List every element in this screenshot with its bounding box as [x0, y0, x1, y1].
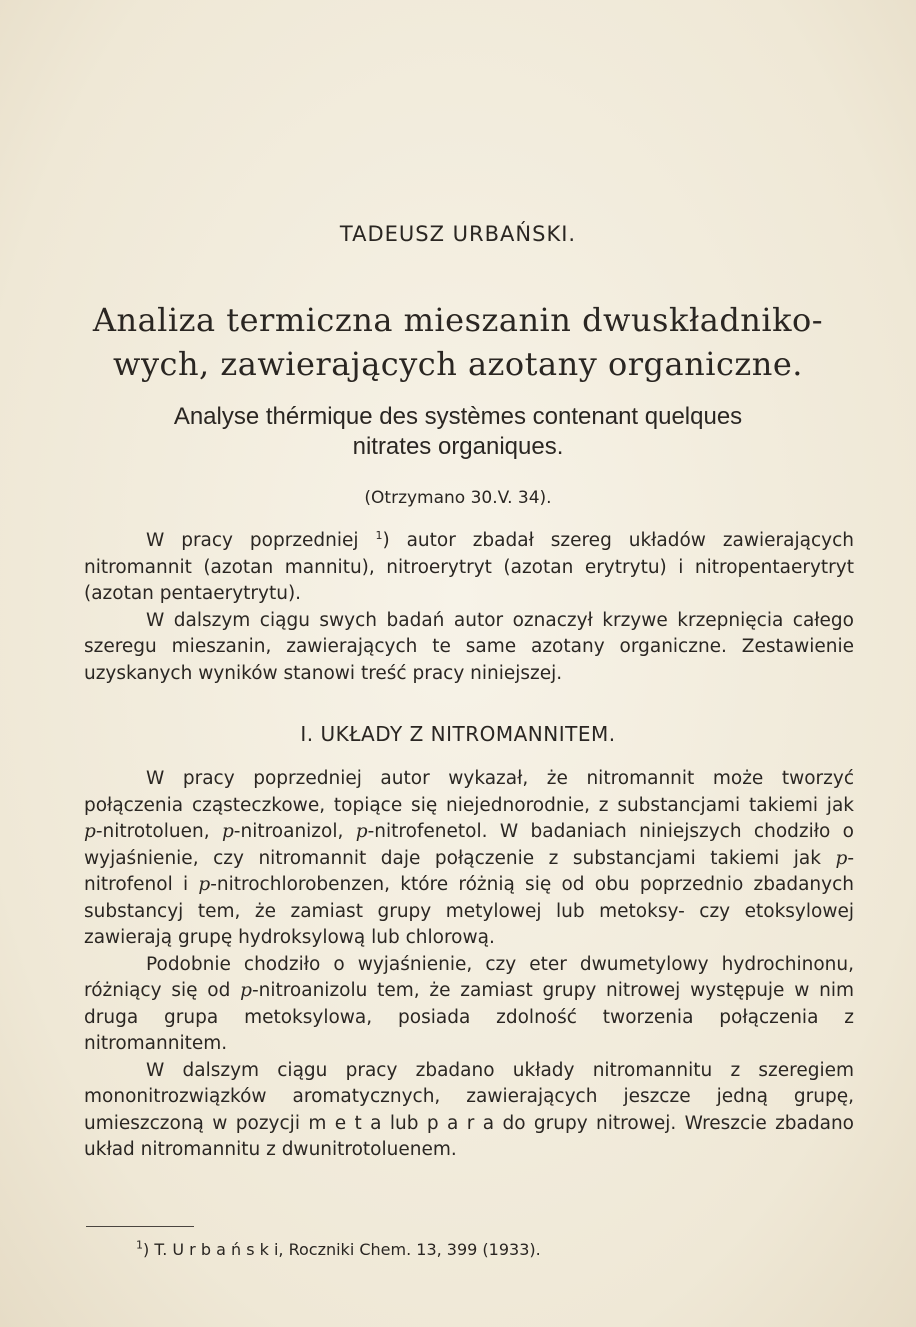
- footnote-ref: 1: [375, 528, 383, 542]
- section-paragraph-1: W pracy poprzedniej autor wykazał, że nitromannit może tworzyć połączenia cząsteczkowe, topiące się niejednorodnie, z substancjami takiemi jak p-nitrotoluen, p-nitroanizol, p-nitrofenetol. W badaniach niniejszych chodziło o wyjaśnienie, czy nitromannit daje połączenie z substancjami takiemi jak p-nitrofenol i p-nitrochlorobenzen, które różnią się od obu poprzednio zbadanych substancyj tem, że zamiast grupy metylowej lub metoksy- czy etoksylowej zawierają grupę hydroksylową lub chlorową.: [84, 768, 854, 948]
- section-paragraph-3: W dalszym ciągu pracy zbadano układy nitromannitu z szeregiem mononitrozwiązków aromatycznych, zawierających jeszcze jedną grupę, umieszczoną w pozycji m e t a lub p a r a do grupy nitrowej. Wreszcie zbadano układ nitromannitu z dwunitrotoluenem.: [84, 1059, 855, 1160]
- footnote-divider: [86, 1226, 194, 1227]
- subtitle-line-2: nitrates organiques.: [352, 433, 564, 460]
- section-text: [84, 766, 854, 1164]
- received-date: (Otrzymano 30.V. 34).: [364, 488, 552, 508]
- section-paragraph-2: Podobnie chodziło o wyjaśnienie, czy eter dwumetylowy hydrochinonu, różniący się od p-nitroanizolu tem, że zamiast grupy nitrowej występuje w nim druga grupa metoksylowa, posiada zdolność tworzenia połączenia z nitromannitem.: [84, 953, 854, 1054]
- section-heading: I. UKŁADY Z NITROMANNITEM.: [300, 722, 616, 746]
- author-name: TADEUSZ URBAŃSKI.: [339, 222, 577, 246]
- intro-paragraph-2: W dalszym ciągu swych badań autor oznaczył krzywe krzepnięcia całego szeregu mieszanin, zawierających te same azotany organiczne. Zestawienie uzyskanych wyników stanowi treść pracy niniejszej.: [84, 609, 854, 684]
- french-subtitle: [100, 402, 816, 462]
- footnote-number: 1: [136, 1238, 143, 1252]
- article-title: [60, 298, 856, 386]
- footnote: $^1$) T. U r b a ń s k i, Roczniki Chem. 13, 399 (1933).: [136, 1238, 541, 1259]
- intro-paragraph-1: W pracy poprzedniej $^1$) autor zbadał szereg układów zawierających nitromannit (azotan mannitu), nitroerytryt (azotan erytrytu) i nitropentaerytryt (azotan pentaerytrytu).: [84, 528, 854, 604]
- title-line-2: wych, zawierających azotany organiczne.: [113, 345, 803, 383]
- intro-text: [84, 528, 854, 687]
- subtitle-line-1: Analyse thérmique des systèmes contenant quelques: [173, 403, 743, 430]
- title-line-1: Analiza termiczna mieszanin dwuskładniko-: [92, 301, 824, 339]
